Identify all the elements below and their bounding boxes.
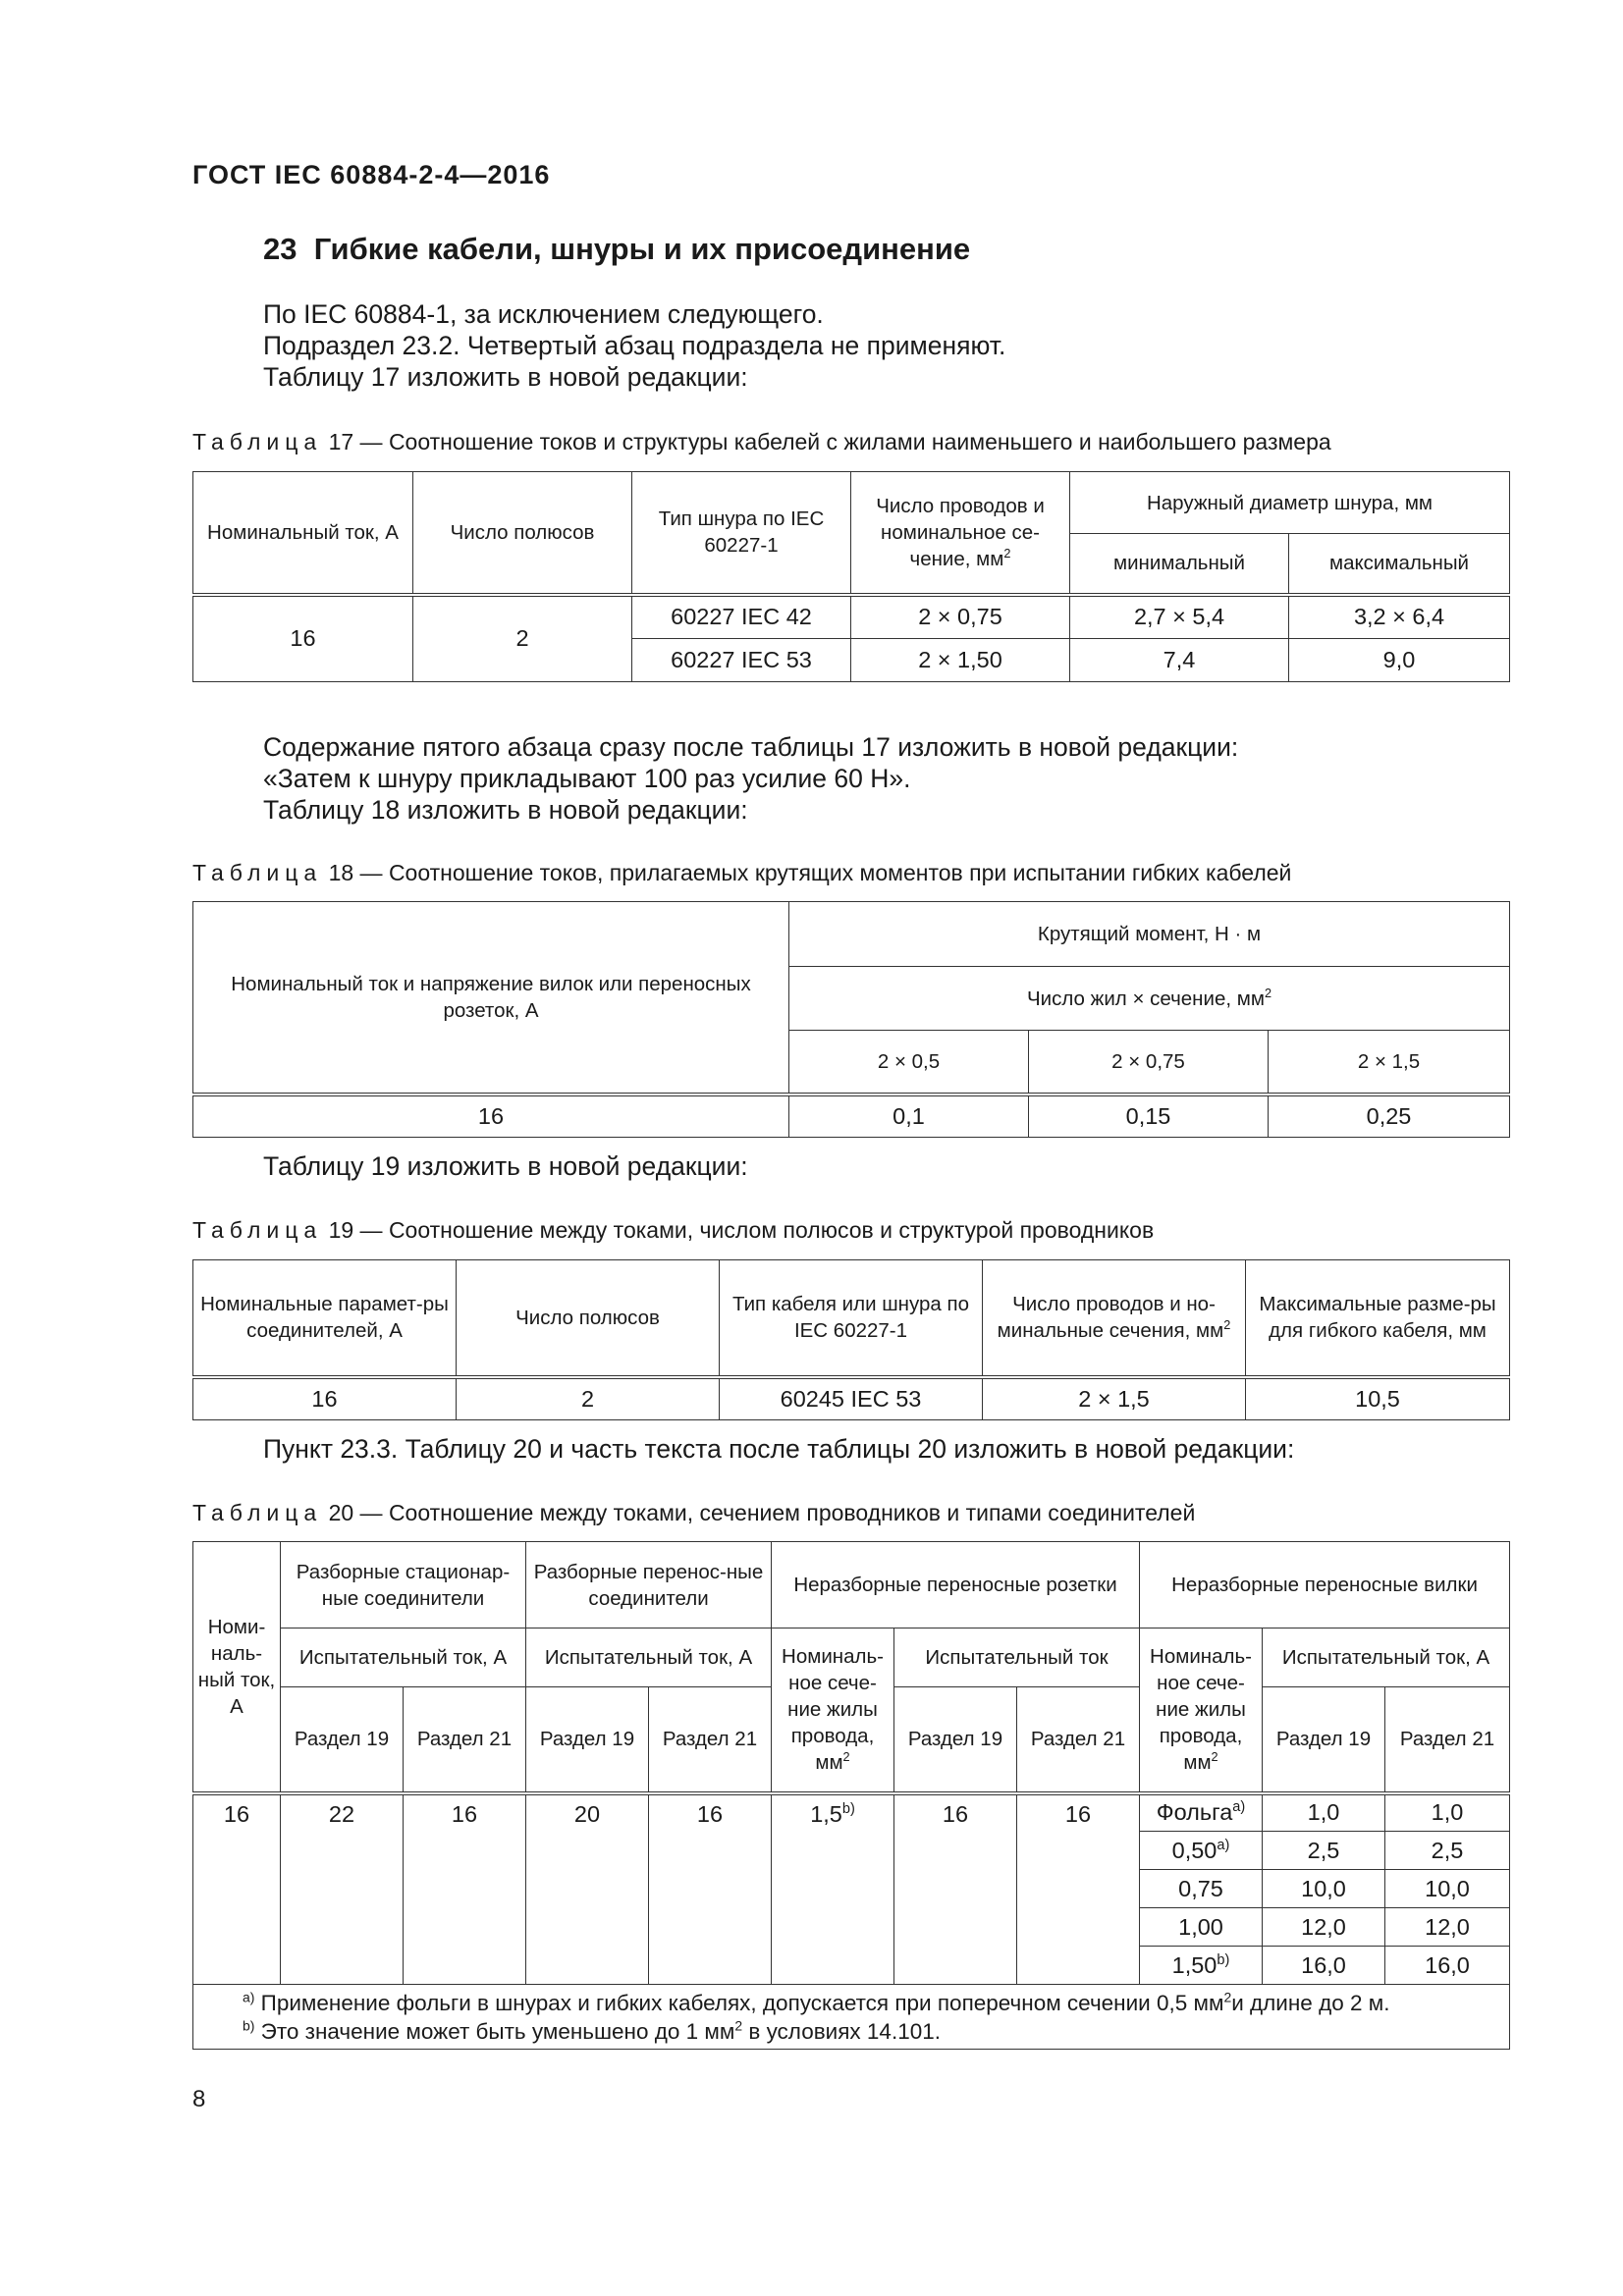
- t17-min: 7,4: [1070, 639, 1289, 682]
- t20-plug-19: 10,0: [1263, 1870, 1385, 1908]
- t19-cell: 60245 IEC 53: [720, 1377, 983, 1420]
- between-18-19: Таблицу 19 изложить в новой редакции:: [263, 1151, 748, 1181]
- t18-header-cores: Число жил × сечение, $мм^2$: [789, 967, 1510, 1031]
- section-title-text: Гибкие кабели, шнуры и их присоединение: [313, 232, 971, 266]
- t20-plug-section: 1,00: [1140, 1908, 1263, 1947]
- caption-text: 19 — Соотношение между токами, числом полюсов и структурой проводников: [328, 1217, 1155, 1243]
- t20-header-portable: Разборные перенос-ные соединители: [526, 1542, 772, 1629]
- t20-plug-section: 1,50$^{b)}$: [1140, 1947, 1263, 1985]
- t19-cell: 2: [457, 1377, 720, 1420]
- intro-line: По IEC 60884-1, за исключением следующего.: [263, 299, 824, 329]
- table17-caption: [192, 429, 1331, 455]
- t20-plug-19: 12,0: [1263, 1908, 1385, 1947]
- t20-header-fixed: Разборные стационар-ные соединители: [281, 1542, 526, 1629]
- caption-label: Таблица: [192, 1500, 323, 1525]
- caption-label: Таблица: [192, 1217, 323, 1243]
- t18-header-torque: Крутящий момент, Н · м: [789, 902, 1510, 967]
- t20-plug-19: 16,0: [1263, 1947, 1385, 1985]
- t19-header-maxsize: Максимальные разме-ры для гибкого кабеля, мм: [1246, 1260, 1510, 1377]
- footnote-a: $^{а)}$ Применение фольги в шнурах и гибких кабелях, допускается при поперечном сечении 0,5 $мм^2и$ длине до 2 м.: [243, 1988, 1390, 2015]
- table20-caption: [192, 1500, 1195, 1526]
- t20-header-plugs-section: Номиналь-ное сече-ние жилы провода, $мм^2$: [1140, 1629, 1263, 1793]
- t17-header-max: максимальный: [1289, 534, 1510, 595]
- t19-header-poles: Число полюсов: [457, 1260, 720, 1377]
- footnote-b: $^{b)}$ Это значение может быть уменьшено до 1 $мм^2$ в условиях 14.101.: [243, 2016, 941, 2044]
- t19-header-type: Тип кабеля или шнура по IEC 60227-1: [720, 1260, 983, 1377]
- t20-header-test-current: Испытательный ток, А: [281, 1629, 526, 1687]
- t19-header-wires: Число проводов и но-минальные сечения, $мм^2$: [983, 1260, 1246, 1377]
- t18-rating: 16: [193, 1095, 789, 1138]
- t20-portable-19: 20: [526, 1793, 649, 1985]
- t17-header-min: минимальный: [1070, 534, 1289, 595]
- t19-cell: 2 × 1,5: [983, 1377, 1246, 1420]
- t18-value: 0,25: [1269, 1095, 1510, 1138]
- table19: [192, 1259, 1510, 1420]
- section-title: [263, 232, 970, 267]
- t20-plug-19: 1,0: [1263, 1793, 1385, 1832]
- t20-header-sec19: Раздел 19: [526, 1687, 649, 1793]
- t20-fixed-19: 22: [281, 1793, 404, 1985]
- t17-max: 9,0: [1289, 639, 1510, 682]
- table-row: [193, 595, 1510, 639]
- t20-sockets-19: 16: [894, 1793, 1017, 1985]
- t18-value: 0,15: [1029, 1095, 1269, 1138]
- table19-caption: [192, 1217, 1154, 1244]
- body-line: Таблицу 18 изложить в новой редакции:: [263, 795, 748, 825]
- t20-fixed-21: 16: [404, 1793, 526, 1985]
- body-line: Содержание пятого абзаца сразу после таблицы 17 изложить в новой редакции:: [263, 732, 1239, 762]
- t20-header-sec19: Раздел 19: [1263, 1687, 1385, 1793]
- t20-header-nominal: Номи-наль-ный ток, А: [193, 1542, 281, 1793]
- t20-plug-21: 16,0: [1385, 1947, 1510, 1985]
- t20-sockets-21: 16: [1017, 1793, 1140, 1985]
- t20-plug-21: 2,5: [1385, 1832, 1510, 1870]
- t18-header-col: 2 × 1,5: [1269, 1031, 1510, 1095]
- table18-caption: [192, 860, 1291, 886]
- section-number: 23: [263, 232, 298, 266]
- t20-header-test-current: Испытательный ток, А: [526, 1629, 772, 1687]
- t20-header-sec21: Раздел 21: [1017, 1687, 1140, 1793]
- t17-header-cord-type: Тип шнура по IEC 60227-1: [632, 472, 851, 595]
- t20-nominal: 16: [193, 1793, 281, 1985]
- intro-line: Таблицу 17 изложить в новой редакции:: [263, 362, 748, 392]
- t20-header-sockets-section: Номиналь-ное сече-ние жилы провода, $мм^2$: [772, 1629, 894, 1793]
- t20-header-nr-plugs: Неразборные переносные вилки: [1140, 1542, 1510, 1629]
- table-row: [193, 1377, 1510, 1420]
- caption-label: Таблица: [192, 429, 323, 454]
- t17-current: 16: [193, 595, 413, 682]
- t17-section: 2 × 1,50: [851, 639, 1070, 682]
- table-row: [193, 1095, 1510, 1138]
- intro-line: Подраздел 23.2. Четвертый абзац подраздела не применяют.: [263, 331, 1006, 360]
- table20-footnotes: [193, 1985, 1510, 2050]
- t17-section: 2 × 0,75: [851, 595, 1070, 639]
- between-17-18: [263, 731, 1238, 826]
- caption-text: 20 — Соотношение между токами, сечением проводников и типами соединителей: [328, 1500, 1196, 1525]
- t20-plug-21: 1,0: [1385, 1793, 1510, 1832]
- intro-paragraphs: [263, 298, 1005, 393]
- t20-header-sec21: Раздел 21: [1385, 1687, 1510, 1793]
- t19-header-params: Номинальные парамет-ры соединителей, А: [193, 1260, 457, 1377]
- t17-header-poles: Число полюсов: [413, 472, 632, 595]
- t20-plug-section: 0,75: [1140, 1870, 1263, 1908]
- between-19-20: Пункт 23.3. Таблицу 20 и часть текста после таблицы 20 изложить в новой редакции:: [263, 1434, 1295, 1464]
- t20-header-sec21: Раздел 21: [649, 1687, 772, 1793]
- t20-plug-21: 10,0: [1385, 1870, 1510, 1908]
- t20-header-sec19: Раздел 19: [894, 1687, 1017, 1793]
- t19-cell: 10,5: [1246, 1377, 1510, 1420]
- caption-label: Таблица: [192, 860, 323, 885]
- t17-type: 60227 IEC 42: [632, 595, 851, 639]
- t20-plug-19: 2,5: [1263, 1832, 1385, 1870]
- t20-plug-21: 12,0: [1385, 1908, 1510, 1947]
- t17-min: 2,7 × 5,4: [1070, 595, 1289, 639]
- body-line: «Затем к шнуру прикладывают 100 раз усилие 60 Н».: [263, 764, 911, 793]
- t17-header-wires: Число проводов и номинальное се-чение, $мм^2$: [851, 472, 1070, 595]
- page-number: 8: [192, 2086, 206, 2112]
- t20-header-sec19: Раздел 19: [281, 1687, 404, 1793]
- t20-header-test-current: Испытательный ток, А: [1263, 1629, 1510, 1687]
- t20-plug-section: Фольга$^{a)}$: [1140, 1793, 1263, 1832]
- t20-header-test-current: Испытательный ток: [894, 1629, 1140, 1687]
- table20: [192, 1541, 1510, 2050]
- t17-poles: 2: [413, 595, 632, 682]
- caption-text: 17 — Соотношение токов и структуры кабелей с жилами наименьшего и наибольшего размера: [328, 429, 1331, 454]
- t17-header-diameter: Наружный диаметр шнура, мм: [1070, 472, 1510, 534]
- table17: [192, 471, 1510, 682]
- caption-text: 18 — Соотношение токов, прилагаемых крутящих моментов при испытании гибких кабелей: [328, 860, 1292, 885]
- document-id: ГОСТ IEC 60884-2-4—2016: [192, 160, 551, 189]
- t19-cell: 16: [193, 1377, 457, 1420]
- t18-header-col: 2 × 0,5: [789, 1031, 1029, 1095]
- t17-type: 60227 IEC 53: [632, 639, 851, 682]
- t20-plug-section: 0,50$^{a)}$: [1140, 1832, 1263, 1870]
- table18: [192, 901, 1510, 1138]
- table-row: [193, 1793, 1510, 1832]
- t17-max: 3,2 × 6,4: [1289, 595, 1510, 639]
- t18-header-rating: Номинальный ток и напряжение вилок или переносных розеток, А: [193, 902, 789, 1095]
- t18-value: 0,1: [789, 1095, 1029, 1138]
- t20-sockets-section: 1,5$^{b)}$: [772, 1793, 894, 1985]
- t17-header-current: Номинальный ток, А: [193, 472, 413, 595]
- t20-portable-21: 16: [649, 1793, 772, 1985]
- t18-header-col: 2 × 0,75: [1029, 1031, 1269, 1095]
- t20-header-sec21: Раздел 21: [404, 1687, 526, 1793]
- t20-header-nr-sockets: Неразборные переносные розетки: [772, 1542, 1140, 1629]
